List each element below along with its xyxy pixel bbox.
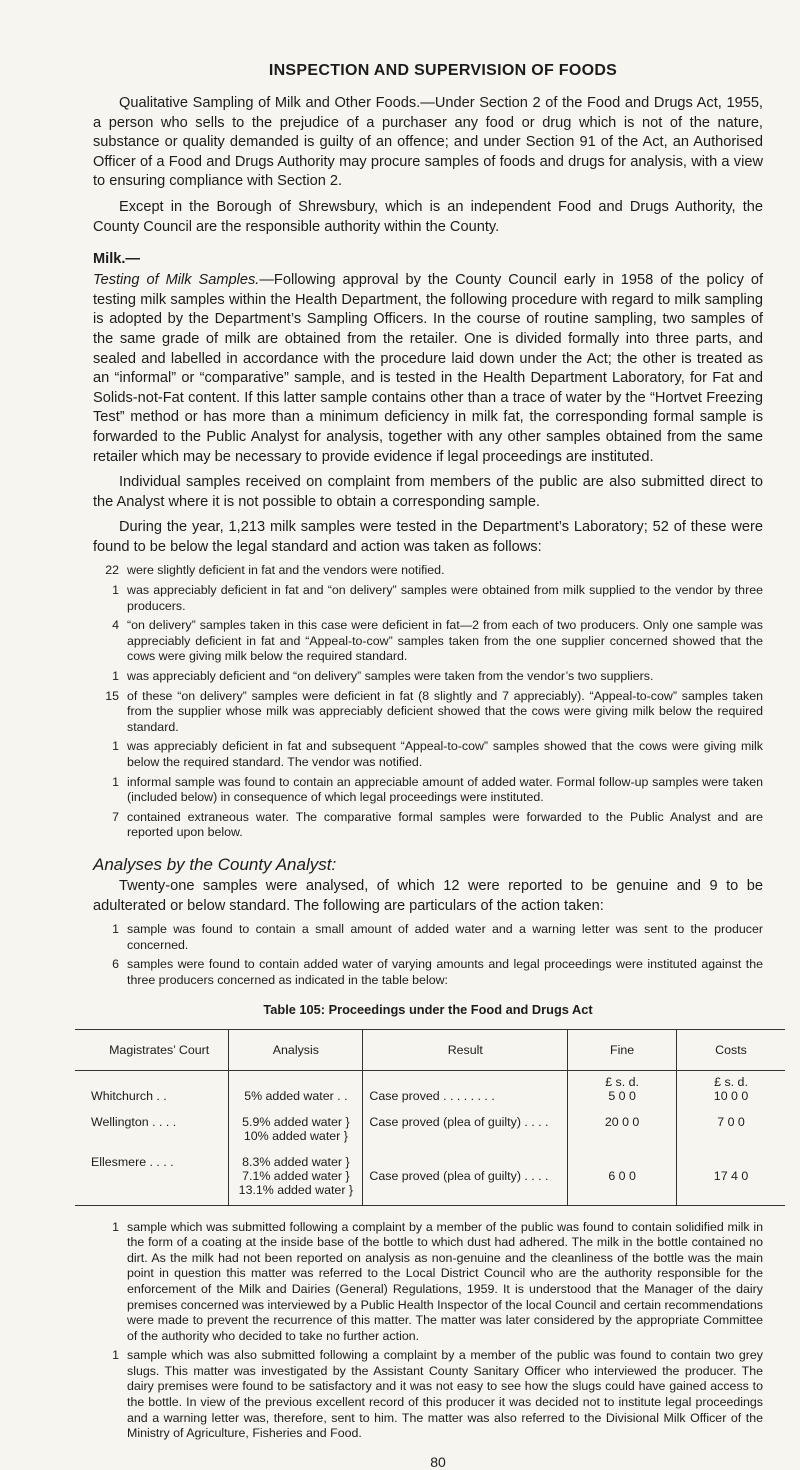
table-caption: Table 105: Proceedings under the Food and Drugs Act	[263, 1001, 593, 1017]
costs-value: 7 0 0	[717, 1114, 745, 1129]
cell-fine	[568, 1151, 677, 1206]
followup-list	[93, 1220, 763, 1442]
list-num: 1	[112, 774, 119, 789]
list-item	[93, 1220, 763, 1345]
list-text: sample which was submitted following a complaint by a member of the public was found to contain solidified milk in the form of a coating at the inside base of the bottle to which dust had adhered. The milk in the bottle contained no dirt. As the milk had not been reported on analysis as non-genuine and the cleanliness of the bottle was the main point in question this matter was referred to the Local District Council who are the authority responsible for the enforcement of the Milk and Dairies (General) Regulations, 1959. It is understood that the Manager of the dairy premises concerned was interviewed by a Public Health Inspector of the local Council and certain recommendations were made to prevent the recurrence of this matter. The matter was later considered by the appropriate Committee of the authority who decided to take no further action.	[127, 1219, 763, 1343]
list-num: 1	[112, 669, 119, 684]
table-row	[75, 1151, 785, 1206]
analyses-list	[93, 922, 763, 988]
header-costs: Costs	[677, 1029, 785, 1070]
costs-value: 17 4 0	[713, 1168, 749, 1183]
list-item	[93, 739, 763, 770]
court-name: Whitchurch . .	[91, 1088, 167, 1103]
header-court: Magistrates’ Court	[75, 1029, 229, 1070]
table-row	[75, 1070, 785, 1111]
analyses-heading: Analyses by the County Analyst:	[93, 854, 337, 874]
header-analysis: Analysis	[229, 1029, 363, 1070]
page-title: INSPECTION AND SUPERVISION OF FOODS	[268, 62, 618, 79]
list-num: 1	[112, 739, 119, 754]
intro-text: —Under Section 2 of the Food and Drugs Act, 1955, a person who sells to the prejudice of a purchaser any food or drug which is not of the nature, substance or quality demanded is guilty of an offence; and under Section 91 of the Act, an Authorised Officer of a Food and Drugs Authority may procure samples of foods and drugs for analysis, with a view to ensuring compliance with Section 2.	[93, 95, 763, 190]
cell-analysis	[229, 1070, 363, 1111]
result-text: Case proved . . . . . . . .	[369, 1088, 495, 1103]
list-text: was appreciably deficient in fat and subsequent “Appeal-to-cow” samples showed that the cows were giving milk below the required standard. The vendor was notified.	[127, 739, 763, 769]
list-text: of these “on delivery” samples were deficient in fat (8 slightly and 7 appreciably). “Appeal-to-cow” samples taken from the supplier whose milk was appreciably deficient showed that the cows were giving milk below the required standard.	[127, 688, 763, 734]
analysis-line: 13.1% added water }	[238, 1182, 354, 1197]
analysis-line: 10% added water }	[243, 1128, 348, 1143]
analysis-line: 7.1% added water }	[242, 1168, 350, 1183]
list-item	[93, 669, 763, 685]
list-item	[93, 1348, 763, 1442]
analyses-intro: Twenty-one samples were analysed, of which 12 were reported to be genuine and 9 to be adulterated or below standard. The following are particulars of the action taken:	[93, 877, 763, 914]
cell-court	[75, 1151, 229, 1206]
list-item	[93, 775, 763, 806]
list-item	[93, 583, 763, 614]
list-num: 1	[112, 922, 119, 937]
cell-result	[363, 1111, 568, 1151]
list-num: 1	[112, 1348, 119, 1363]
result-text: Case proved (plea of guilty) . . . .	[369, 1168, 549, 1183]
court-name: Ellesmere . . . .	[91, 1154, 174, 1169]
list-text: was appreciably deficient and “on delivery” samples were taken from the vendor’s two suppliers.	[127, 669, 654, 684]
cell-fine	[568, 1070, 677, 1111]
court-name: Wellington . . . .	[91, 1114, 177, 1129]
list-text: informal sample was found to contain an appreciable amount of added water. Formal follow-up samples were taken (included below) in consequence of which legal proceedings were instituted.	[127, 774, 763, 805]
testing-text: —Following approval by the County Council early in 1958 of the policy of testing milk samples within the Health Department, the following procedure with regard to milk sampling is adopted by the Department’s Sampling Officers. In the course of routine sampling, two samples of the same grade of milk are obtained from the retailer. One is divided formally into three parts, and sealed and labelled in accordance with the procedure laid down under the Act; the other is treated as an “informal” or “comparative” sample, and is tested in the Health Department Laboratory, for Fat and Solids-not-Fat content. If this latter sample contains other than a trace of water by the “Hortvet Freezing Test” method or has more than a minimum deficiency in milk fat, the corresponding formal sample is forwarded to the Public Analyst for analysis, together with any other samples obtained from the same retailer which may be necessary to provide evidence if legal proceedings are instituted.	[93, 272, 763, 465]
fine-value: 5 0 0	[608, 1088, 636, 1103]
cell-costs	[677, 1151, 785, 1206]
list-item	[93, 922, 763, 953]
document-page	[93, 62, 763, 1470]
list-text: contained extraneous water. The comparative formal samples were forwarded to the Public Analyst and are reported upon below.	[127, 809, 763, 840]
analysis-line: 5% added water . .	[244, 1088, 348, 1103]
list-num: 15	[105, 688, 119, 703]
cell-costs	[677, 1111, 785, 1151]
costs-units: £ s. d.	[714, 1074, 748, 1089]
page-number: 80	[430, 1453, 446, 1470]
table-header-row	[75, 1029, 785, 1070]
result-text: Case proved (plea of guilty) . . . .	[369, 1114, 549, 1129]
cell-analysis	[229, 1111, 363, 1151]
during-paragraph: During the year, 1,213 milk samples were tested in the Department’s Laboratory; 52 of these were found to be below the legal standard and action was taken as follows:	[93, 519, 763, 555]
individual-paragraph: Individual samples received on complaint from members of the public are also submitted direct to the Analyst where it is not possible to obtain a corresponding sample.	[93, 474, 763, 510]
list-text: was appreciably deficient in fat and “on delivery” samples were obtained from milk supplied to the vendor by three producers.	[127, 583, 763, 613]
testing-lead: Testing of Milk Samples.	[93, 272, 260, 289]
header-result: Result	[363, 1029, 568, 1070]
list-item	[93, 810, 763, 841]
analysis-line: 8.3% added water }	[242, 1154, 350, 1169]
milk-heading: Milk.—	[93, 251, 141, 268]
table-row	[75, 1111, 785, 1151]
cell-court	[75, 1111, 229, 1151]
list-text: “on delivery” samples taken in this case were deficient in fat—2 from each of two producers. Only one sample was appreciably deficient in fat and “Appeal-to-cow” samples taken from the one supplier concerned showed that the cows were giving milk below the required standard.	[127, 618, 763, 664]
testing-paragraph	[93, 271, 763, 467]
cell-result	[363, 1070, 568, 1111]
list-num: 1	[112, 1219, 119, 1234]
milk-action-list	[93, 563, 763, 841]
fine-units: £ s. d.	[605, 1074, 639, 1089]
list-num: 7	[112, 809, 119, 824]
fine-value: 6 0 0	[608, 1168, 636, 1183]
list-num: 4	[112, 618, 119, 633]
cell-costs	[677, 1070, 785, 1111]
list-item	[93, 957, 763, 988]
cell-result	[363, 1151, 568, 1206]
cell-analysis	[229, 1151, 363, 1206]
intro-lead: Qualitative Sampling of Milk and Other Foods.	[119, 95, 421, 111]
list-text: samples were found to contain added water of varying amounts and legal proceedings were instituted against the three producers concerned as indicated in the table below:	[127, 957, 763, 987]
intro-paragraph-2: Except in the Borough of Shrewsbury, which is an independent Food and Drugs Authority, the County Council are the responsible authority within the County.	[93, 198, 763, 235]
list-item	[93, 689, 763, 736]
list-text: sample was found to contain a small amount of added water and a warning letter was sent to the producer concerned.	[127, 922, 763, 952]
cell-court	[75, 1070, 229, 1111]
header-fine: Fine	[568, 1029, 677, 1070]
intro-paragraph-1	[93, 94, 763, 192]
proceedings-table	[75, 1029, 785, 1206]
fine-value: 20 0 0	[604, 1114, 640, 1129]
cell-fine	[568, 1111, 677, 1151]
list-item	[93, 563, 763, 579]
list-text: were slightly deficient in fat and the vendors were notified.	[127, 563, 445, 578]
list-num: 6	[112, 957, 119, 972]
list-text: sample which was also submitted following a complaint by a member of the public was found to contain two grey slugs. This matter was investigated by the Assistant County Sanitary Officer who interviewed the producer. The dairy premises were found to be satisfactory and it was not easy to see how the slugs could have gained access to the bottle. In view of the previous excellent record of this producer it was decided not to institute legal proceedings and a warning letter was, therefore, sent to him. The matter was also referred to the Divisional Milk Officer of the Ministry of Agriculture, Fisheries and Food.	[127, 1348, 763, 1441]
costs-value: 10 0 0	[713, 1088, 749, 1103]
analysis-line: 5.9% added water }	[242, 1114, 350, 1129]
list-num: 22	[105, 563, 119, 578]
list-num: 1	[112, 583, 119, 598]
list-item	[93, 618, 763, 665]
